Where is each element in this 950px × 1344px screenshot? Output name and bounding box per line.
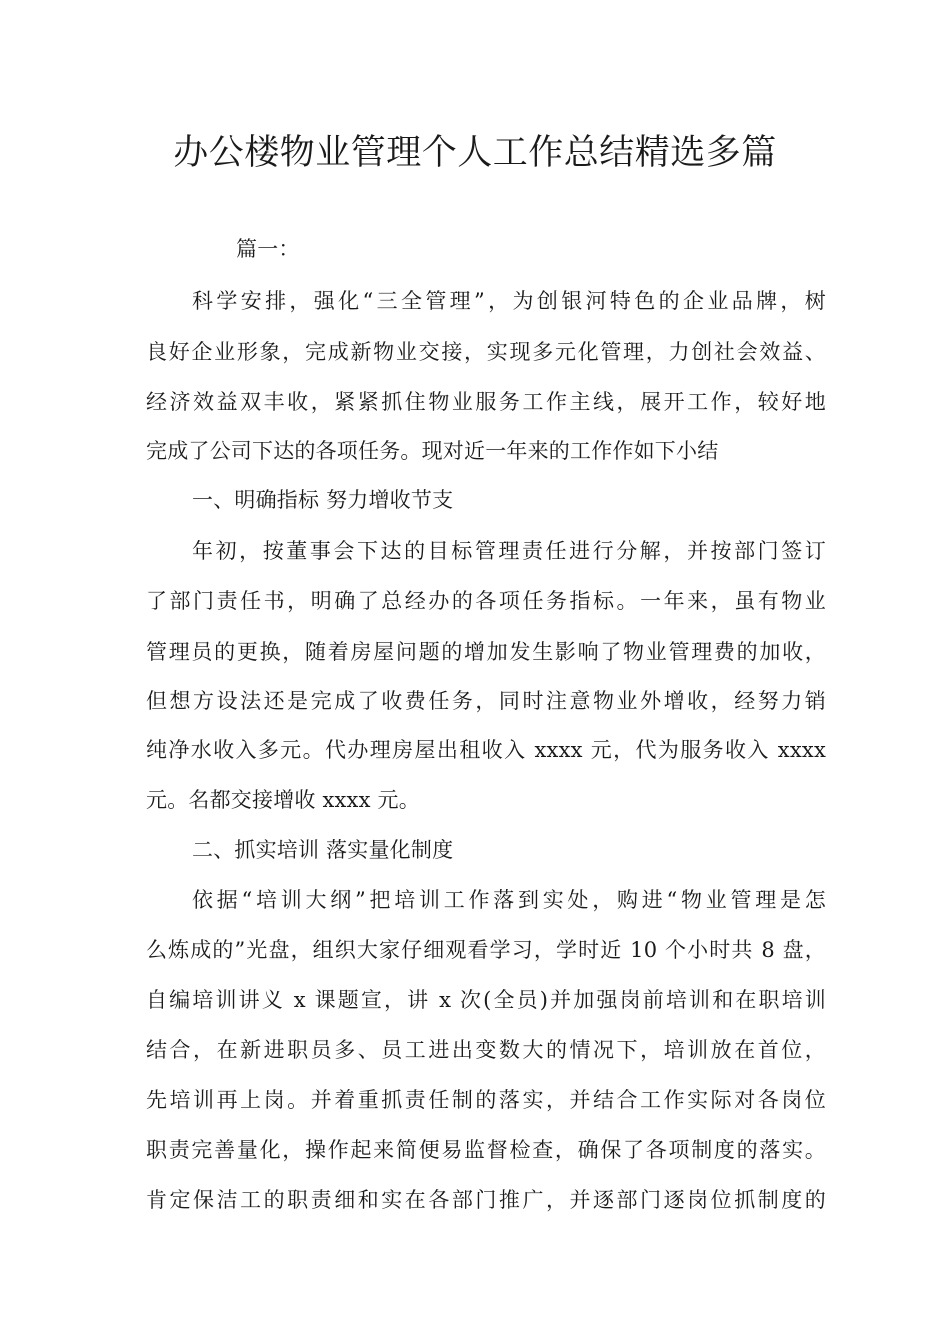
paragraph-line: 了部门责任书，明确了总经办的各项任务指标。一年来，虽有物业 — [146, 589, 826, 613]
paragraph-line: 职责完善量化，操作起来简便易监督检查，确保了各项制度的落实。 — [146, 1138, 826, 1162]
paragraph-line: 结合，在新进职员多、员工进出变数大的情况下，培训放在首位， — [146, 1038, 826, 1062]
paragraph-line: 元。名都交接增收 xxxx 元。 — [146, 788, 420, 812]
section-label: 篇一： — [236, 237, 300, 261]
paragraph-line: 么炼成的”光盘，组织大家仔细观看学习，学时近 10 个小时共 8 盘， — [146, 938, 826, 962]
paragraph-line: 依据“培训大纲”把培训工作落到实处，购进“物业管理是怎 — [192, 888, 826, 912]
paragraph-line: 年初，按董事会下达的目标管理责任进行分解，并按部门签订 — [192, 539, 826, 563]
paragraph-line: 先培训再上岗。并着重抓责任制的落实，并结合工作实际对各岗位 — [146, 1088, 826, 1112]
paragraph-line: 但想方设法还是完成了收费任务，同时注意物业外增收，经努力销 — [146, 689, 826, 713]
paragraph-line: 纯净水收入多元。代办理房屋出租收入 xxxx 元，代为服务收入 xxxx — [146, 738, 826, 762]
paragraph-line: 良好企业形象，完成新物业交接，实现多元化管理，力创社会效益、 — [146, 340, 826, 364]
paragraph-line: 经济效益双丰收，紧紧抓住物业服务工作主线，展开工作，较好地 — [146, 390, 826, 414]
paragraph-line: 完成了公司下达的各项任务。现对近一年来的工作作如下小结 — [146, 439, 719, 463]
paragraph-line: 肯定保洁工的职责细和实在各部门推广，并逐部门逐岗位抓制度的 — [146, 1188, 826, 1212]
paragraph-line: 自编培训讲义 x 课题宣，讲 x 次(全员)并加强岗前培训和在职培训 — [146, 988, 826, 1012]
section-heading: 一、明确指标 努力增收节支 — [192, 488, 454, 512]
document-title: 办公楼物业管理个人工作总结精选多篇 — [173, 133, 777, 173]
section-heading: 二、抓实培训 落实量化制度 — [192, 838, 454, 862]
paragraph-line: 科学安排，强化“三全管理”，为创银河特色的企业品牌，树 — [192, 289, 826, 313]
paragraph-line: 管理员的更换，随着房屋问题的增加发生影响了物业管理费的加收， — [146, 640, 826, 664]
